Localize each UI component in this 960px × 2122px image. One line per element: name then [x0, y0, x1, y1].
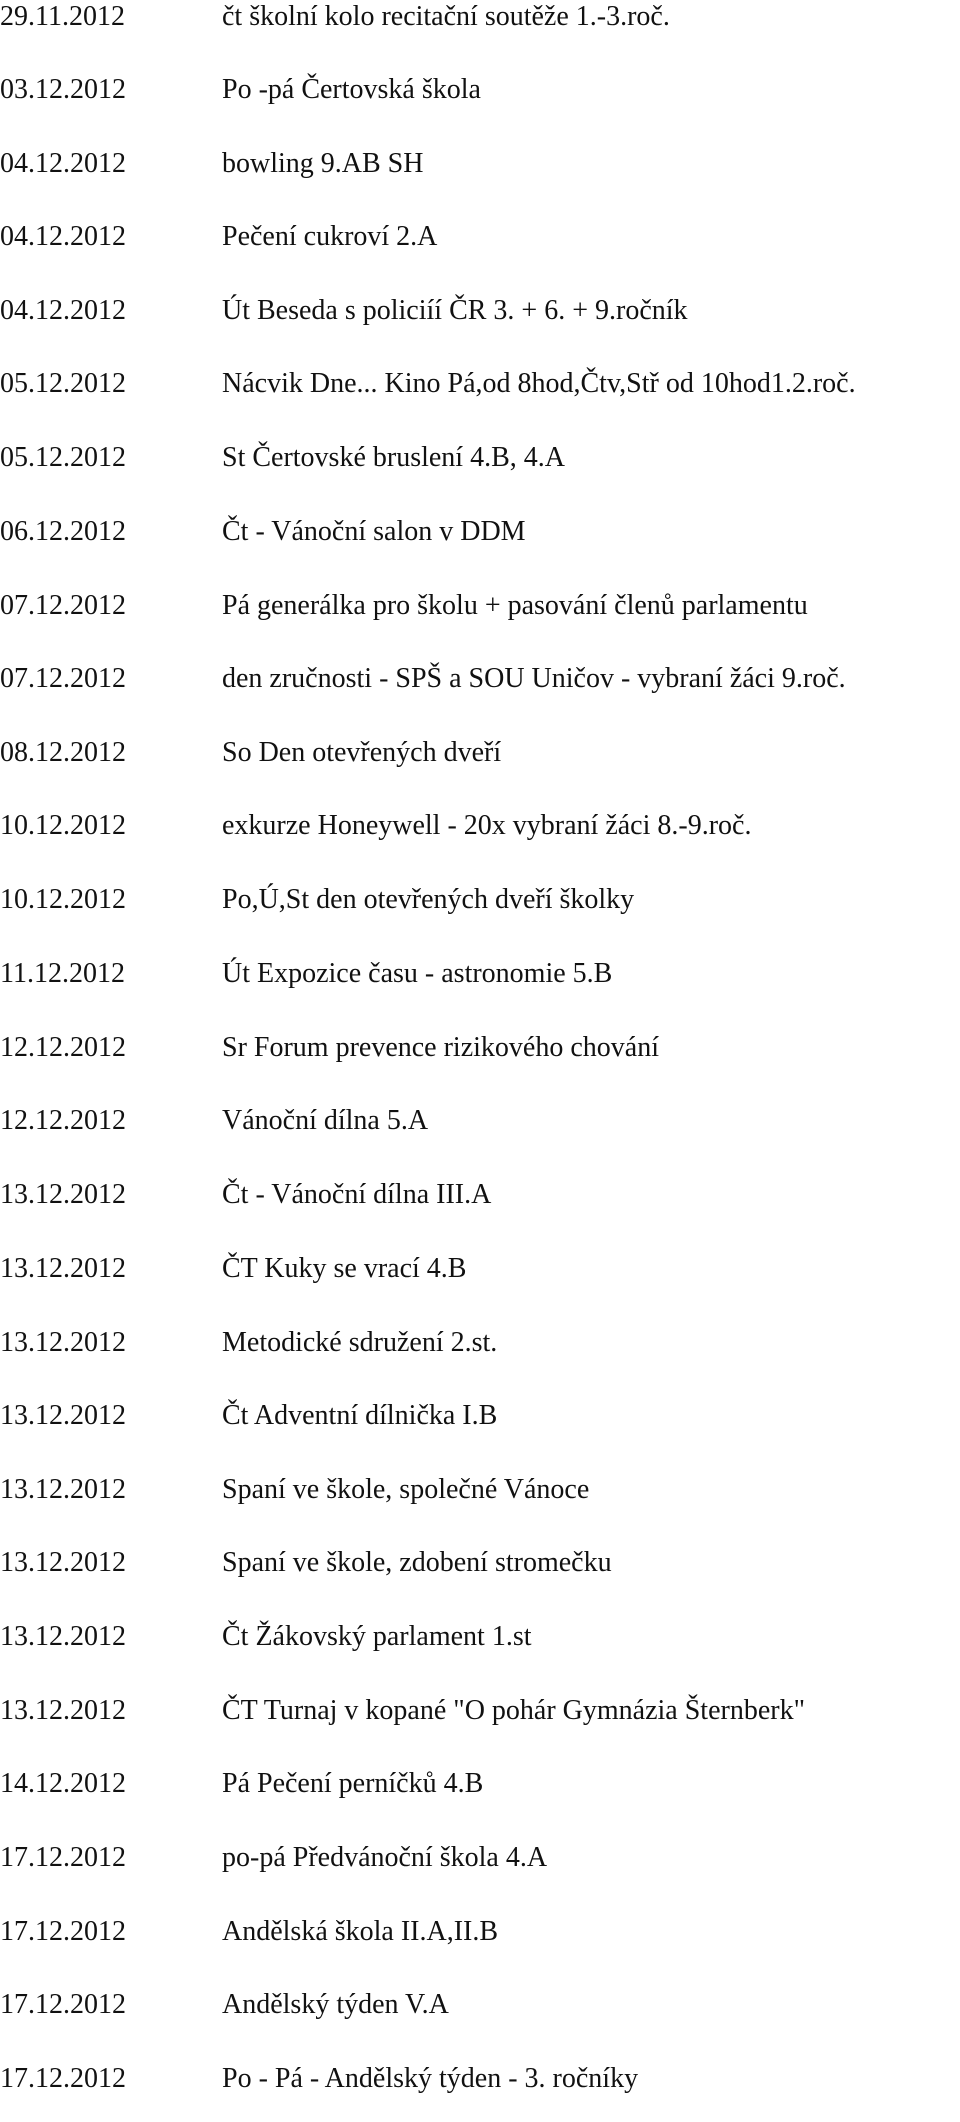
event-date: 13.12.2012 [0, 1474, 126, 1505]
event-description: Pečení cukroví 2.A [222, 221, 438, 252]
event-date: 08.12.2012 [0, 737, 126, 768]
event-date: 05.12.2012 [0, 442, 126, 473]
event-date: 03.12.2012 [0, 74, 126, 105]
schedule-row [0, 0, 960, 60]
event-date: 17.12.2012 [0, 2063, 126, 2094]
schedule-row [0, 809, 960, 869]
event-date: 07.12.2012 [0, 590, 126, 621]
event-date: 17.12.2012 [0, 1842, 126, 1873]
schedule-row [0, 589, 960, 649]
event-description: Pá generálka pro školu + pasování členů parlamentu [222, 590, 808, 621]
schedule-row [0, 957, 960, 1017]
event-description: Pá Pečení perníčků 4.B [222, 1768, 484, 1799]
event-description: Út Beseda s policiíí ČR 3. + 6. + 9.ročník [222, 295, 688, 326]
schedule-row [0, 441, 960, 501]
event-date: 29.11.2012 [0, 1, 125, 32]
event-description: den zručnosti - SPŠ a SOU Uničov - vybraní žáci 9.roč. [222, 663, 846, 694]
event-description: Spaní ve škole, zdobení stromečku [222, 1547, 612, 1578]
event-date: 13.12.2012 [0, 1253, 126, 1284]
event-date: 10.12.2012 [0, 810, 126, 841]
event-date: 04.12.2012 [0, 295, 126, 326]
schedule-row [0, 1252, 960, 1312]
event-description: Sr Forum prevence rizikového chování [222, 1032, 659, 1063]
event-date: 13.12.2012 [0, 1327, 126, 1358]
schedule-row [0, 883, 960, 943]
event-description: Andělská škola II.A,II.B [222, 1916, 499, 1947]
schedule-row [0, 1694, 960, 1754]
schedule-row [0, 515, 960, 575]
schedule-row [0, 1841, 960, 1901]
event-date: 13.12.2012 [0, 1547, 126, 1578]
event-date: 07.12.2012 [0, 663, 126, 694]
schedule-row [0, 1767, 960, 1827]
event-date: 13.12.2012 [0, 1400, 126, 1431]
event-date: 17.12.2012 [0, 1989, 126, 2020]
event-description: So Den otevřených dveří [222, 737, 502, 768]
event-date: 10.12.2012 [0, 884, 126, 915]
event-description: Nácvik Dne... Kino Pá,od 8hod,Čtv,Stř od 10hod1.2.roč. [222, 368, 856, 399]
event-description: Čt Adventní dílnička I.B [222, 1400, 498, 1431]
schedule-row [0, 736, 960, 796]
event-date: 13.12.2012 [0, 1695, 126, 1726]
event-description: Vánoční dílna 5.A [222, 1105, 429, 1136]
event-description: Po,Ú,St den otevřených dveří školky [222, 884, 635, 915]
schedule-row [0, 367, 960, 427]
schedule-row [0, 1399, 960, 1459]
event-date: 06.12.2012 [0, 516, 126, 547]
schedule-row [0, 1178, 960, 1238]
event-description: Metodické sdružení 2.st. [222, 1327, 498, 1358]
event-date: 04.12.2012 [0, 148, 126, 179]
event-date: 04.12.2012 [0, 221, 126, 252]
schedule-row [0, 1620, 960, 1680]
event-date: 12.12.2012 [0, 1032, 126, 1063]
event-date: 13.12.2012 [0, 1179, 126, 1210]
event-description: Po -pá Čertovská škola [222, 74, 481, 105]
event-date: 11.12.2012 [0, 958, 125, 989]
schedule-row [0, 1473, 960, 1533]
schedule-row [0, 1546, 960, 1606]
event-description: čt školní kolo recitační soutěže 1.-3.roč. [222, 1, 670, 32]
schedule-row [0, 1031, 960, 1091]
event-date: 05.12.2012 [0, 368, 126, 399]
event-description: Čt - Vánoční dílna III.A [222, 1179, 492, 1210]
event-description: ČT Turnaj v kopané "O pohár Gymnázia Šternberk" [222, 1695, 806, 1726]
event-description: Po - Pá - Andělský týden - 3. ročníky [222, 2063, 639, 2094]
event-description: Út Expozice času - astronomie 5.B [222, 958, 613, 989]
schedule-row [0, 294, 960, 354]
event-date: 12.12.2012 [0, 1105, 126, 1136]
event-description: St Čertovské bruslení 4.B, 4.A [222, 442, 565, 473]
event-description: Čt - Vánoční salon v DDM [222, 516, 526, 547]
schedule-row [0, 662, 960, 722]
event-description: bowling 9.AB SH [222, 148, 424, 179]
schedule-row [0, 220, 960, 280]
event-description: Čt Žákovský parlament 1.st [222, 1621, 532, 1652]
event-description: ČT Kuky se vrací 4.B [222, 1253, 467, 1284]
event-description: exkurze Honeywell - 20x vybraní žáci 8.-9.roč. [222, 810, 752, 841]
schedule-row [0, 1988, 960, 2048]
schedule-row [0, 1326, 960, 1386]
schedule-row [0, 73, 960, 133]
schedule-row [0, 1915, 960, 1975]
event-date: 13.12.2012 [0, 1621, 126, 1652]
schedule-row [0, 1104, 960, 1164]
event-date: 17.12.2012 [0, 1916, 126, 1947]
event-description: Spaní ve škole, společné Vánoce [222, 1474, 590, 1505]
schedule-row [0, 147, 960, 207]
event-description: Andělský týden V.A [222, 1989, 449, 2020]
event-date: 14.12.2012 [0, 1768, 126, 1799]
event-description: po-pá Předvánoční škola 4.A [222, 1842, 548, 1873]
schedule-row [0, 2062, 960, 2122]
